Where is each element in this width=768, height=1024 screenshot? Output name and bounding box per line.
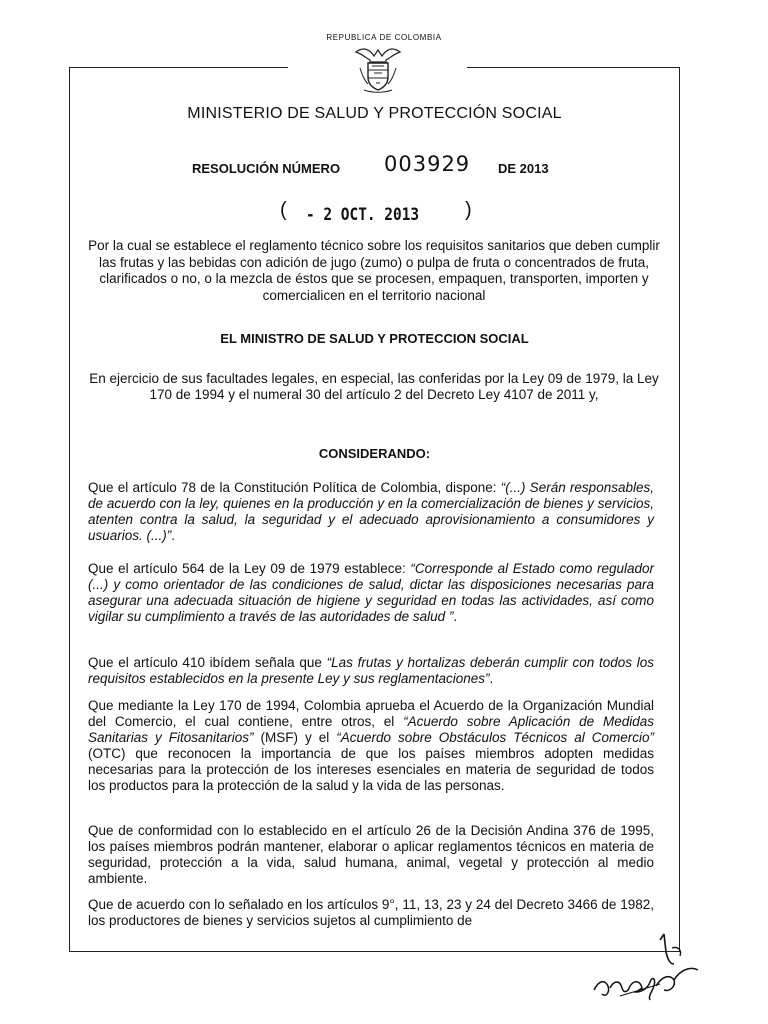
resolution-label: RESOLUCIÓN NÚMERO bbox=[192, 161, 341, 176]
considerando-heading: CONSIDERANDO: bbox=[318, 446, 431, 461]
resolution-date: - 2 OCT. 2013 bbox=[306, 205, 420, 225]
ministry-title: MINISTERIO DE SALUD Y PROTECCIÓN SOCIAL bbox=[187, 105, 562, 122]
paragraph-article-410: Que el artículo 410 ibídem señala que “Las frutas y hortalizas deberán cumplir con todos los requisitos establecidos en la presente Ley y sus reglamentaciones”. bbox=[88, 655, 654, 686]
date-close-paren: ) bbox=[465, 199, 472, 221]
legal-basis-text: En ejercicio de sus facultades legales, en especial, las conferidas por la Ley 09 de 1979, la Ley 170 de 1994 y el numeral 30 del artículo 2 del Decreto Ley 4107 de 2011 y, bbox=[89, 371, 659, 402]
paragraph-article-564: Que el artículo 564 de la Ley 09 de 1979 establece: “Corresponde al Estado como regulador (...) y como orientador de las condiciones de salud, dictar las disposiciones necesarias para asegurar una adecuada situación de higiene y seguridad en todas las actividades, así como vigilar su cumplimiento a través de las autoridades de salud ”. bbox=[88, 561, 654, 624]
frame-top-right-border bbox=[467, 67, 680, 68]
resolution-number: 003929 bbox=[384, 152, 471, 176]
resolution-summary: Por la cual se establece el reglamento técnico sobre los requisitos sanitarios que deben cumplir las frutas y las bebidas con adición de jugo (zumo) o pulpa de fruta o concentrados de fruta, clarificados o no, o la mezcla de éstos que se procesen, empaquen, transporten, importen y comercialicen en el territorio nacional bbox=[88, 238, 660, 303]
paragraph-article-78: Que el artículo 78 de la Constitución Política de Colombia, dispone: “(...) Serán responsables, de acuerdo con la ley, quienes en la producción y en la comercialización de bienes y servicios, atenten contra la salud, la seguridad y el adecuado aprovisionamiento a consumidores y usuarios. (...)”. bbox=[88, 480, 654, 543]
minister-heading: EL MINISTRO DE SALUD Y PROTECCION SOCIAL bbox=[220, 331, 529, 346]
date-open-paren: ( bbox=[280, 199, 287, 221]
paragraph-ley-170: Que mediante la Ley 170 de 1994, Colombia aprueba el Acuerdo de la Organización Mundial del Comercio, el cual contiene, entre otros, el “Acuerdo sobre Aplicación de Medidas Sanitarias y Fitosanitarios” (MSF) y el “Acuerdo sobre Obstáculos Técnicos al Comercio” (OTC) que reconocen la importancia de que los países miembros adopten medidas necesarias para la protección de los intereses esenciales en materia de seguridad de todos los productos para la protección de la salud y la vida de las personas. bbox=[88, 698, 655, 793]
handwritten-signature-icon bbox=[590, 930, 710, 1010]
republica-header: REPUBLICA DE COLOMBIA bbox=[326, 33, 442, 42]
paragraph-decision-andina: Que de conformidad con lo establecido en el artículo 26 de la Decisión Andina 376 de 1995, los países miembros podrán mantener, elaborar o aplicar reglamentos técnicos en materia de seguridad, protección a la vida, salud humana, animal, vegetal y protección al medio ambiente. bbox=[88, 823, 654, 886]
paragraph-decreto-3466: Que de acuerdo con lo señalado en los artículos 9°, 11, 13, 23 y 24 del Decreto 3466 de 1982, los productores de bienes y servicios sujetos al cumplimiento de bbox=[88, 897, 654, 928]
resolution-year: DE 2013 bbox=[498, 161, 549, 176]
frame-top-left-border bbox=[69, 67, 288, 68]
